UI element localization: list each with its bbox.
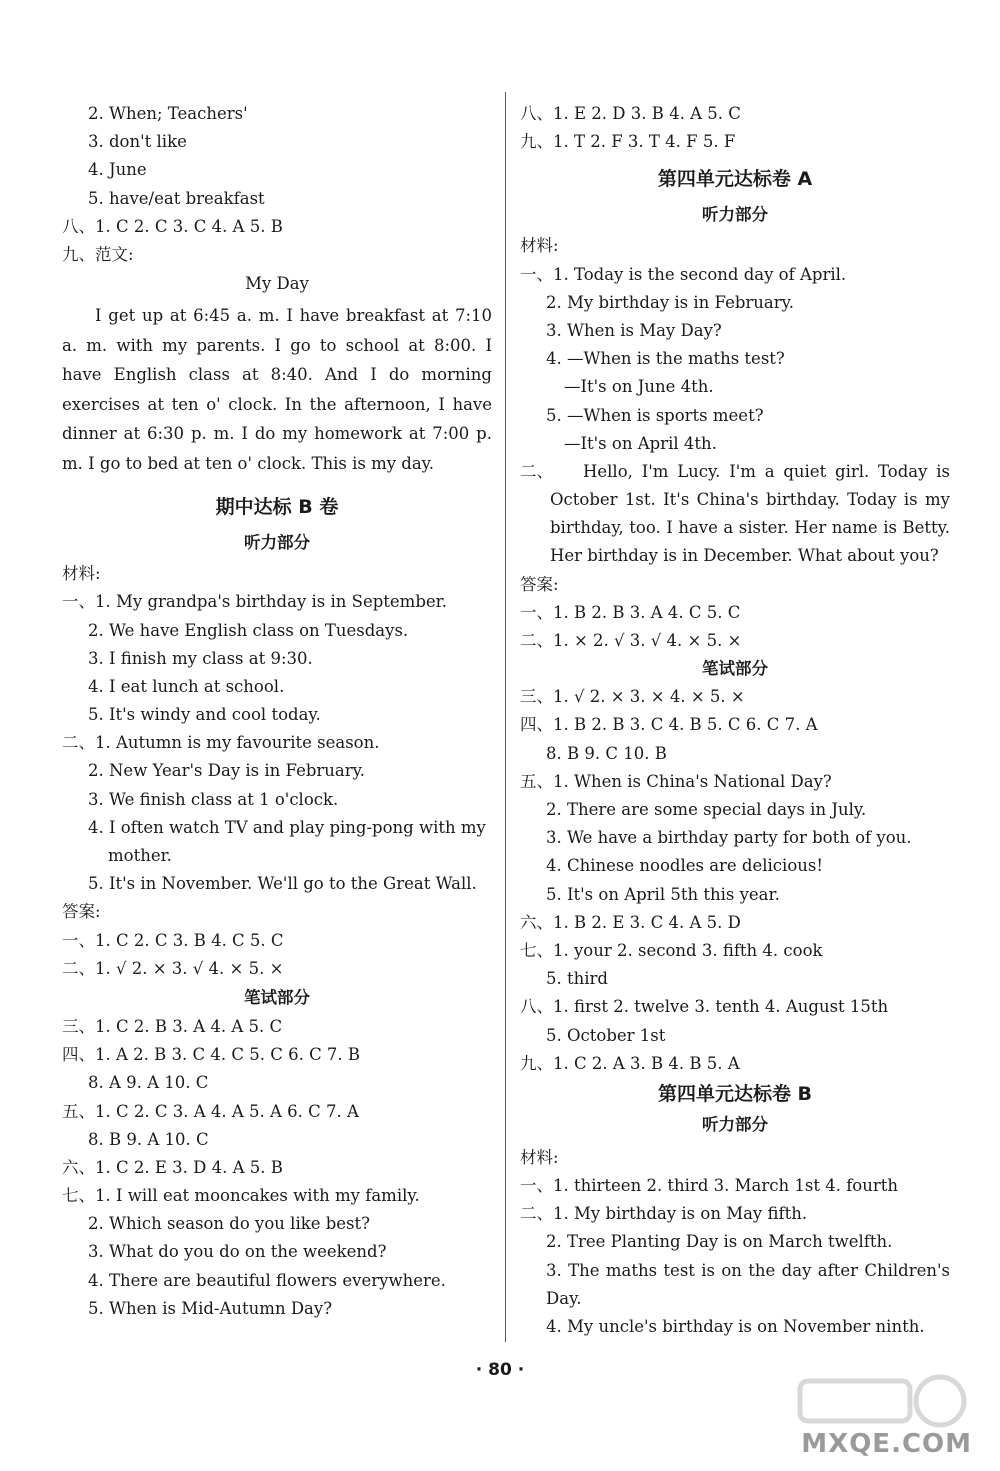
- material-line: 3. When is May Day?: [546, 320, 722, 340]
- answer-line: 九、1. C 2. A 3. B 4. B 5. A: [520, 1053, 740, 1073]
- section-title: 第四单元达标卷 A: [657, 168, 813, 191]
- subsection-title: 听力部分: [702, 205, 768, 225]
- material-line: 2. New Year's Day is in February.: [88, 761, 366, 781]
- answer-line: 八、1. C 2. C 3. C 4. A 5. B: [62, 216, 283, 236]
- answer-line: 5. third: [546, 969, 608, 989]
- material-line: 一、1. My grandpa's birthday is in September.: [62, 592, 447, 612]
- answer-line: 8. B 9. A 10. C: [88, 1129, 209, 1149]
- answer-line: 一、1. C 2. C 3. B 4. C 5. C: [62, 930, 284, 950]
- answer-line: 2. When; Teachers': [88, 104, 248, 123]
- material-line: 4. —When is the maths test?: [546, 349, 785, 369]
- answer-line: 3. What do you do on the weekend?: [88, 1242, 387, 1262]
- passage-text: Hello, I'm Lucy. I'm a quiet girl. Today is October 1st. It's China's birthday. Today is my birthday, too. I have a sister. Her name is Betty. Her birthday is in December. What about you?: [550, 461, 950, 566]
- answer-line: 5. have/eat breakfast: [88, 188, 265, 208]
- material-line: 5. —When is sports meet?: [546, 405, 764, 425]
- passage-label: 二、: [520, 461, 553, 481]
- material-line: 4. I often watch TV and play ping-pong with my: [88, 817, 486, 837]
- material-line: 3. The maths test is on the day after Children's Day.: [546, 1260, 950, 1308]
- material-line: 4. My uncle's birthday is on November ninth.: [546, 1317, 925, 1337]
- answer-line: 3. don't like: [88, 132, 187, 152]
- essay-body: I get up at 6:45 a. m. I have breakfast at 7:10 a. m. with my parents. I go to school at 8:00. I have English class at 8:40. And I do morning exercises at ten o' clock. In the afternoon, I have dinner at 6:30 p. m. I do my homework at 7:00 p. m. I go to bed at ten o' clock. This is my day.: [62, 306, 492, 473]
- answer-line: 七、1. I will eat mooncakes with my family.: [62, 1186, 420, 1206]
- material-line: 2. We have English class on Tuesdays.: [88, 620, 409, 640]
- answer-line: 八、1. first 2. twelve 3. tenth 4. August 15th: [520, 997, 889, 1017]
- material-line: 4. I eat lunch at school.: [88, 676, 285, 696]
- listening-passage: [520, 458, 950, 571]
- page-number: · 80 ·: [475, 1360, 525, 1380]
- material-line: mother.: [108, 846, 172, 865]
- left-column: [62, 100, 492, 1323]
- subsection-title: 笔试部分: [702, 659, 768, 679]
- material-line: 二、1. Autumn is my favourite season.: [62, 733, 380, 753]
- watermark-text: MXQE.COM: [801, 1429, 972, 1459]
- answer-line: 5. It's on April 5th this year.: [546, 884, 780, 904]
- answer-line: 8. A 9. A 10. C: [88, 1073, 209, 1093]
- material-line: 5. It's windy and cool today.: [88, 705, 321, 725]
- answer-line: 4. Chinese noodles are delicious!: [546, 856, 823, 876]
- subsection-title: 听力部分: [702, 1114, 768, 1134]
- material-line: —It's on April 4th.: [564, 433, 717, 453]
- answer-line: 九、1. T 2. F 3. T 4. F 5. F: [520, 132, 736, 152]
- answer-line: 二、1. × 2. √ 3. √ 4. × 5. ×: [520, 631, 742, 651]
- answer-line: 六、1. B 2. E 3. C 4. A 5. D: [520, 912, 741, 932]
- right-column: [520, 100, 950, 1341]
- answer-line: 五、1. C 2. C 3. A 4. A 5. A 6. C 7. A: [62, 1101, 359, 1121]
- answer-line: 三、1. √ 2. × 3. × 4. × 5. ×: [520, 687, 745, 707]
- answer-line: 四、1. B 2. B 3. C 4. B 5. C 6. C 7. A: [520, 715, 818, 735]
- section-title: 期中达标 B 卷: [215, 496, 339, 519]
- answer-line: 3. We have a birthday party for both of you.: [546, 828, 912, 848]
- answer-line: 二、1. √ 2. × 3. √ 4. × 5. ×: [62, 958, 284, 978]
- material-line: 3. I finish my class at 9:30.: [88, 648, 313, 668]
- answer-line: 4. There are beautiful flowers everywhere.: [88, 1270, 446, 1290]
- material-line: —It's on June 4th.: [564, 377, 714, 397]
- answer-line: 一、1. B 2. B 3. A 4. C 5. C: [520, 602, 741, 622]
- answer-line: 4. June: [88, 160, 147, 180]
- section-title: 第四单元达标卷 B: [657, 1082, 813, 1105]
- essay-title: My Day: [245, 274, 309, 294]
- material-line: 2. My birthday is in February.: [546, 292, 795, 312]
- answer-line: 2. There are some special days in July.: [546, 800, 867, 819]
- answer-line: 五、1. When is China's National Day?: [520, 771, 832, 791]
- answer-line: 三、1. C 2. B 3. A 4. A 5. C: [62, 1016, 283, 1036]
- answer-line: 八、1. E 2. D 3. B 4. A 5. C: [520, 104, 741, 123]
- answer-line: 七、1. your 2. second 3. fifth 4. cook: [520, 940, 823, 960]
- label: 材料:: [520, 236, 559, 256]
- subsection-title: 听力部分: [244, 533, 310, 553]
- answer-line: 5. When is Mid-Autumn Day?: [88, 1298, 333, 1318]
- label: 材料:: [520, 1147, 559, 1167]
- label: 答案:: [520, 574, 559, 594]
- answer-line: 九、范文:: [62, 244, 134, 264]
- answer-line: 四、1. A 2. B 3. C 4. C 5. C 6. C 7. B: [62, 1045, 361, 1065]
- material-line: 一、1. thirteen 2. third 3. March 1st 4. fourth: [520, 1176, 899, 1196]
- material-line: 一、1. Today is the second day of April.: [520, 264, 847, 284]
- label: 答案:: [62, 902, 101, 922]
- material-line: 2. Tree Planting Day is on March twelfth.: [546, 1232, 893, 1252]
- answer-line: 5. October 1st: [546, 1025, 666, 1045]
- material-line: 5. It's in November. We'll go to the Great Wall.: [88, 874, 477, 894]
- answer-line: 8. B 9. C 10. B: [546, 743, 667, 763]
- subsection-title: 笔试部分: [244, 987, 310, 1007]
- column-divider: [505, 92, 506, 1342]
- answer-line: 六、1. C 2. E 3. D 4. A 5. B: [62, 1157, 283, 1177]
- label: 材料:: [62, 564, 101, 584]
- answer-line: 2. Which season do you like best?: [88, 1214, 371, 1234]
- material-line: 3. We finish class at 1 o'clock.: [88, 789, 339, 809]
- material-line: 二、1. My birthday is on May fifth.: [520, 1204, 808, 1224]
